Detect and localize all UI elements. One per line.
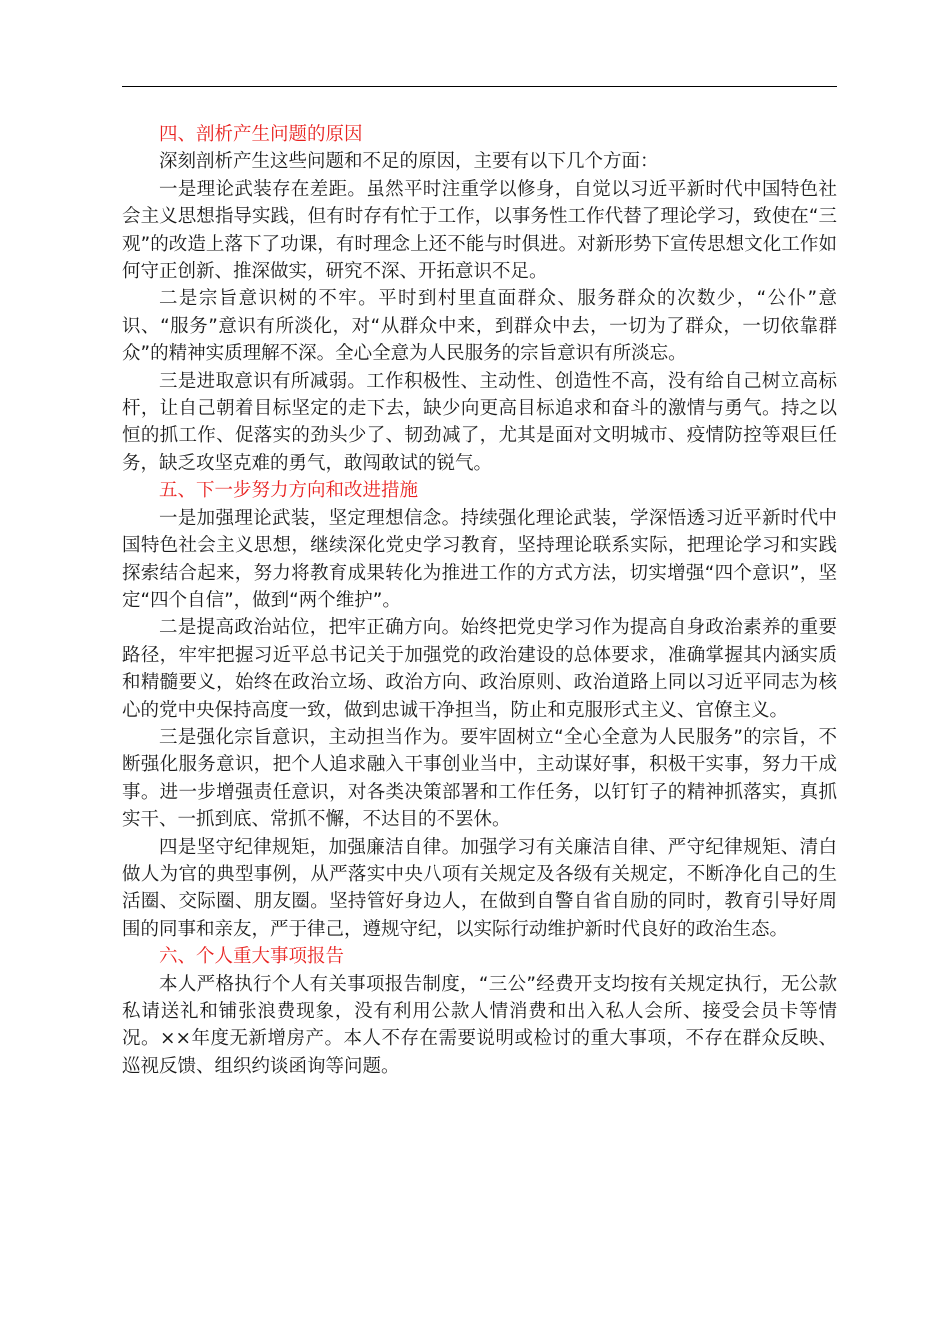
body-paragraph: 三是强化宗旨意识，主动担当作为。要牢固树立“全心全意为人民服务”的宗旨，不断强化服务意识，把个人追求融入干事创业当中，主动谋好事，积极干实事，努力干成事。进一步增强责任意识，对各类决策部署和工作任务，以钉钉子的精神抓落实，真抓实干、一抓到底、常抓不懈，不达目的不罢休。: [122, 726, 837, 831]
body-paragraph: 一是理论武装存在差距。虽然平时注重学以修身，自觉以习近平新时代中国特色社会主义思想指导实践，但有时存有忙于工作，以事务性工作代替了理论学习，致使在“三观”的改造上落下了功课，有时理念上还不能与时俱进。对新形势下宣传思想文化工作如何守正创新、推深做实，研究不深、开拓意识不足。: [122, 178, 837, 283]
body-paragraph: 三是进取意识有所减弱。工作积极性、主动性、创造性不高，没有给自己树立高标杆，让自己朝着目标坚定的走下去，缺少向更高目标追求和奋斗的激情与勇气。持之以恒的抓工作、促落实的劲头少了、韧劲减了，尤其是面对文明城市、疫情防控等艰巨任务，缺乏攻坚克难的勇气，敢闯敢试的锐气。: [122, 370, 837, 474]
body-paragraph: 四是坚守纪律规矩，加强廉洁自律。加强学习有关廉洁自律、严守纪律规矩、清白做人为官的典型事例，从严落实中央八项有关规定及各级有关规定，不断净化自己的生活圈、交际圈、朋友圈。坚持管好身边人，在做到自警自省自励的同时，教育引导好周围的同事和亲友，严于律己，遵规守纪，以实际行动维护新时代良好的政治生态。: [122, 836, 837, 940]
section-heading-6: 六、个人重大事项报告: [159, 946, 345, 968]
body-paragraph: 一是加强理论武装，坚定理想信念。持续强化理论武装，学深悟透习近平新时代中国特色社会主义思想，继续深化党史学习教育，坚持理论联系实际，把理论学习和实践探索结合起来，努力将教育成果转化为推进工作的方式方法，切实增强“四个意识”，坚定“四个自信”，做到“两个维护”。: [122, 507, 837, 611]
body-paragraph: 深刻剖析产生这些问题和不足的原因，主要有以下几个方面：: [159, 151, 659, 173]
body-paragraph: 本人严格执行个人有关事项报告制度，“三公”经费开支均按有关规定执行，无公款私请送礼和铺张浪费现象，没有利用公款人情消费和出入私人会所、接受会员卡等情况。××年度无新增房产。本人不存在需要说明或检讨的重大事项，不存在群众反映、巡视反馈、组织约谈函询等问题。: [122, 973, 837, 1077]
body-paragraph: 二是提高政治站位，把牢正确方向。始终把党史学习作为提高自身政治素养的重要路径，牢牢把握习近平总书记关于加强党的政治建设的总体要求，准确掌握其内涵实质和精髓要义，始终在政治立场、政治方向、政治原则、政治道路上同以习近平同志为核心的党中央保持高度一致，做到忠诚干净担当，防止和克服形式主义、官僚主义。: [122, 617, 837, 721]
header-rule: [122, 86, 837, 87]
section-heading-5: 五、下一步努力方向和改进措施: [159, 480, 419, 502]
document-body: [122, 121, 837, 1080]
body-paragraph: 二是宗旨意识树的不牢。平时到村里直面群众、服务群众的次数少，“公仆”意识、“服务”意识有所淡化，对“从群众中来，到群众中去，一切为了群众，一切依靠群众”的精神实质理解不深。全心全意为人民服务的宗旨意识有所淡忘。: [122, 288, 837, 365]
section-heading-4: 四、剖析产生问题的原因: [159, 124, 363, 145]
